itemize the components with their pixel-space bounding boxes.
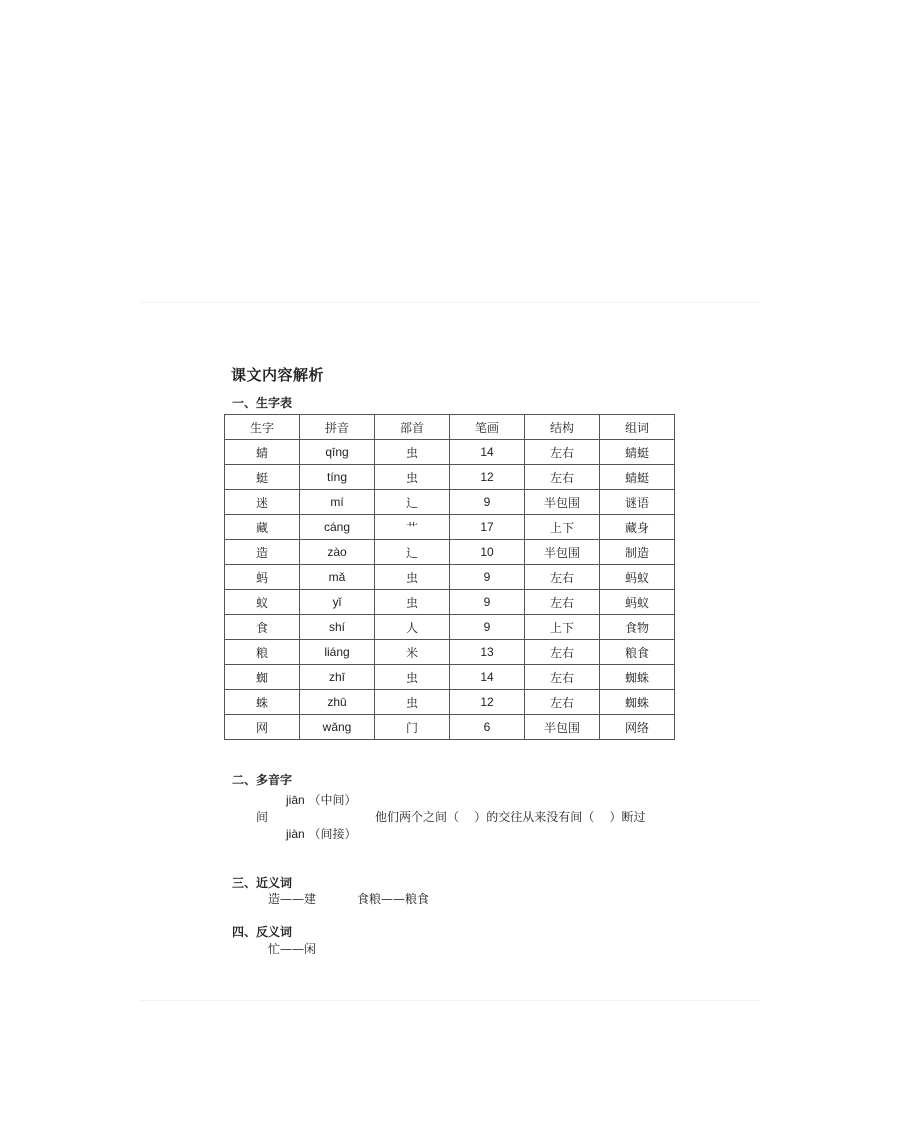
table-cell-char: 食 (225, 615, 300, 640)
table-cell-char: 蛛 (225, 690, 300, 715)
table-cell-strokes: 14 (450, 665, 525, 690)
table-cell-word: 蜻蜓 (600, 440, 675, 465)
table-cell-pinyin: wǎng (300, 715, 375, 740)
table-cell-strokes: 10 (450, 540, 525, 565)
section-heading-polyphone: 二、多音字 (232, 773, 293, 787)
table-cell-char: 蚂 (225, 565, 300, 590)
table-cell-radical: 虫 (375, 440, 450, 465)
table-cell-pinyin: qīng (300, 440, 375, 465)
table-header-pinyin: 拼音 (300, 415, 375, 440)
table-cell-char: 蚁 (225, 590, 300, 615)
table-cell-radical: 辶 (375, 490, 450, 515)
table-cell-structure: 半包围 (525, 490, 600, 515)
table-row (225, 565, 675, 590)
table-cell-strokes: 9 (450, 590, 525, 615)
synonym-pair-1: 造——建 (268, 892, 317, 906)
table-cell-structure: 上下 (525, 615, 600, 640)
table-row (225, 465, 675, 490)
table-cell-char: 藏 (225, 515, 300, 540)
table-cell-strokes: 13 (450, 640, 525, 665)
table-cell-radical: 虫 (375, 665, 450, 690)
table-row (225, 640, 675, 665)
table-cell-structure: 左右 (525, 465, 600, 490)
table-row (225, 490, 675, 515)
scan-edge-line (140, 302, 760, 303)
table-cell-word: 粮食 (600, 640, 675, 665)
page-title: 课文内容解析 (231, 366, 325, 384)
section-heading-antonyms: 四、反义词 (232, 925, 293, 939)
polyphone-char: 间 (256, 810, 269, 824)
table-row (225, 540, 675, 565)
table-cell-pinyin: zhī (300, 665, 375, 690)
table-cell-pinyin: liáng (300, 640, 375, 665)
section-heading-synonyms: 三、近义词 (232, 876, 293, 890)
char-table (224, 414, 675, 740)
table-body (225, 440, 675, 740)
table-cell-word: 谜语 (600, 490, 675, 515)
table-cell-strokes: 9 (450, 565, 525, 590)
table-cell-strokes: 9 (450, 615, 525, 640)
table-header-char: 生字 (225, 415, 300, 440)
table-cell-char: 粮 (225, 640, 300, 665)
table-cell-char: 迷 (225, 490, 300, 515)
table-cell-structure: 左右 (525, 665, 600, 690)
table-cell-radical: 虫 (375, 590, 450, 615)
table-cell-word: 藏身 (600, 515, 675, 540)
table-cell-char: 蜓 (225, 465, 300, 490)
polyphone-pinyin-2: jiàn (286, 827, 305, 841)
table-cell-word: 蜻蜓 (600, 465, 675, 490)
table-row (225, 590, 675, 615)
table-row (225, 690, 675, 715)
table-cell-strokes: 12 (450, 465, 525, 490)
table-cell-radical: 虫 (375, 565, 450, 590)
table-cell-structure: 左右 (525, 590, 600, 615)
table-cell-word: 蜘蛛 (600, 665, 675, 690)
polyphone-reading-2 (286, 825, 357, 842)
table-cell-strokes: 14 (450, 440, 525, 465)
table-cell-strokes: 6 (450, 715, 525, 740)
table-cell-word: 蚂蚁 (600, 565, 675, 590)
polyphone-note-1: （中间） (308, 793, 357, 807)
table-header-strokes: 笔画 (450, 415, 525, 440)
table-row (225, 440, 675, 465)
table-cell-pinyin: shí (300, 615, 375, 640)
table-cell-radical: 虫 (375, 465, 450, 490)
table-cell-word: 蜘蛛 (600, 690, 675, 715)
table-row (225, 515, 675, 540)
table-cell-pinyin: cáng (300, 515, 375, 540)
table-cell-word: 网络 (600, 715, 675, 740)
table-cell-char: 蜻 (225, 440, 300, 465)
table-cell-pinyin: zào (300, 540, 375, 565)
table-cell-strokes: 9 (450, 490, 525, 515)
table-cell-structure: 半包围 (525, 540, 600, 565)
table-header-structure: 结构 (525, 415, 600, 440)
table-row (225, 715, 675, 740)
table-cell-pinyin: mí (300, 490, 375, 515)
section-heading-char-table: 一、生字表 (232, 396, 293, 410)
polyphone-reading-1 (286, 791, 357, 808)
table-cell-structure: 半包围 (525, 715, 600, 740)
table-cell-radical: 门 (375, 715, 450, 740)
table-row (225, 615, 675, 640)
table-cell-pinyin: yǐ (300, 590, 375, 615)
table-cell-char: 造 (225, 540, 300, 565)
table-cell-structure: 左右 (525, 440, 600, 465)
table-cell-structure: 左右 (525, 690, 600, 715)
table-cell-pinyin: mǎ (300, 565, 375, 590)
table-cell-radical: 艹 (375, 515, 450, 540)
table-header-row (225, 415, 675, 440)
table-cell-structure: 上下 (525, 515, 600, 540)
table-cell-structure: 左右 (525, 565, 600, 590)
table-row (225, 665, 675, 690)
table-cell-strokes: 17 (450, 515, 525, 540)
table-cell-word: 食物 (600, 615, 675, 640)
table-header-word: 组词 (600, 415, 675, 440)
antonym-pair-1: 忙——闲 (268, 942, 317, 956)
polyphone-note-2: （间接） (308, 827, 357, 841)
scan-edge-line (140, 1000, 760, 1001)
table-cell-char: 网 (225, 715, 300, 740)
table-header-radical: 部首 (375, 415, 450, 440)
table-cell-char: 蜘 (225, 665, 300, 690)
table-cell-pinyin: zhū (300, 690, 375, 715)
polyphone-sentence: 他们两个之间（ ）的交往从来没有间（ ）断过 (375, 810, 646, 824)
table-cell-radical: 辶 (375, 540, 450, 565)
synonym-pair-2: 食粮——粮食 (357, 892, 430, 906)
table-cell-radical: 虫 (375, 690, 450, 715)
table-cell-word: 蚂蚁 (600, 590, 675, 615)
table-cell-word: 制造 (600, 540, 675, 565)
table-cell-structure: 左右 (525, 640, 600, 665)
table-cell-pinyin: tíng (300, 465, 375, 490)
polyphone-pinyin-1: jiān (286, 793, 305, 807)
table-cell-radical: 人 (375, 615, 450, 640)
table-cell-strokes: 12 (450, 690, 525, 715)
table-cell-radical: 米 (375, 640, 450, 665)
